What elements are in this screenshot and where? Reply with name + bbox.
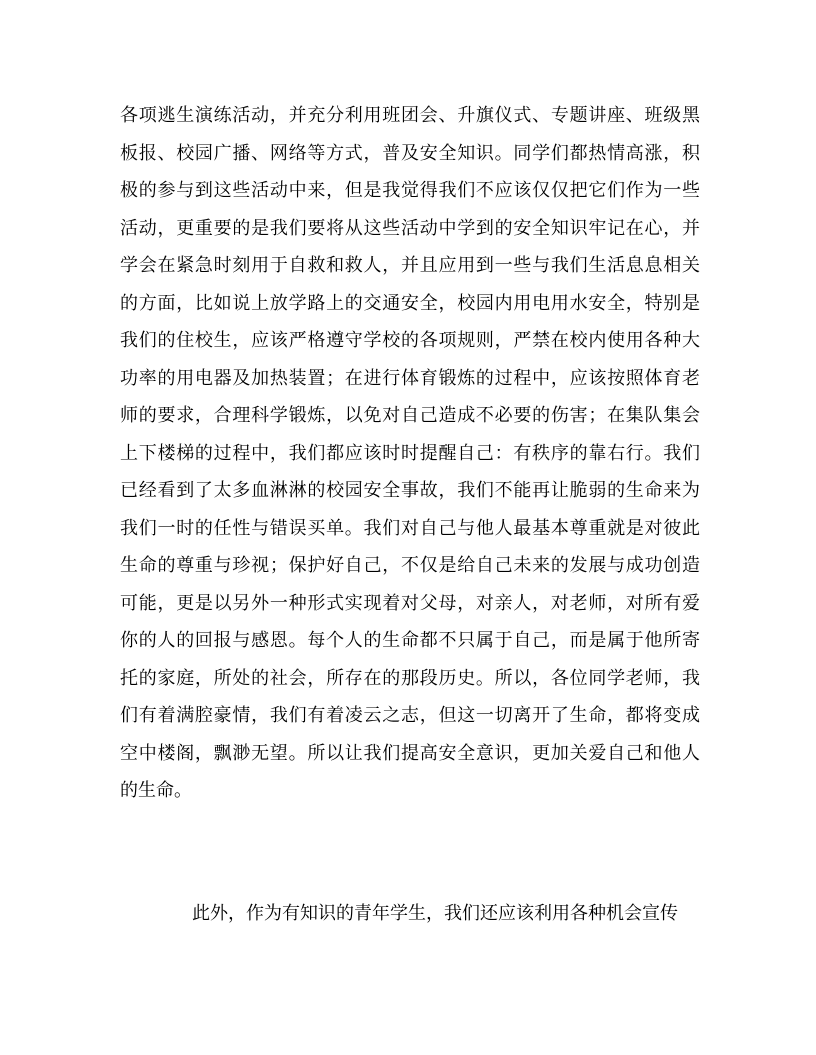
text-line: 的方面，比如说上放学路上的交通安全，校园内用电用水安全，特别是 — [120, 292, 700, 314]
text-line: 生命的尊重与珍视；保护好自己，不仅是给自己未来的发展与成功创造 — [120, 555, 700, 576]
text-line: 我们一时的任性与错误买单。我们对自己与他人最基本尊重就是对彼此 — [120, 517, 700, 539]
text-line: 可能，更是以另外一种形式实现着对父母，对亲人，对老师，对所有爱 — [120, 592, 700, 614]
paragraph-2 — [120, 895, 700, 933]
text-line: 各项逃生演练活动，并充分利用班团会、升旗仪式、专题讲座、班级黑 — [120, 105, 700, 126]
text-line: 板报、校园广播、网络等方式，普及安全知识。同学们都热情高涨，积 — [120, 142, 700, 164]
text-line: 你的人的回报与感恩。每个人的生命都不只属于自己，而是属于他所寄 — [120, 630, 700, 651]
text-line: 托的家庭，所处的社会，所存在的那段历史。所以，各位同学老师，我 — [120, 667, 700, 689]
text-line: 极的参与到这些活动中来，但是我觉得我们不应该仅仅把它们作为一些 — [120, 180, 700, 201]
text-line: 功率的用电器及加热装置；在进行体育锻炼的过程中，应该按照体育老 — [120, 367, 700, 389]
text-line: 活动，更重要的是我们要将从这些活动中学到的安全知识牢记在心，并 — [120, 217, 700, 239]
text-line: 空中楼阁，飘渺无望。所以让我们提高安全意识，更加关爱自己和他人 — [120, 742, 700, 764]
text-line: 学会在紧急时刻用于自救和救人，并且应用到一些与我们生活息息相关 — [120, 255, 700, 276]
text-line: 的生命。 — [120, 780, 192, 801]
text-line: 我们的住校生，应该严格遵守学校的各项规则，严禁在校内使用各种大 — [120, 330, 700, 351]
text-line: 师的要求，合理科学锻炼，以免对自己造成不必要的伤害；在集队集会 — [120, 405, 700, 426]
text-line: 此外，作为有知识的青年学生，我们还应该利用各种机会宣传 — [192, 903, 678, 924]
paragraph-1 — [120, 97, 700, 810]
text-line: 们有着满腔豪情，我们有着凌云之志，但这一切离开了生命，都将变成 — [120, 705, 700, 726]
text-line: 上下楼梯的过程中，我们都应该时时提醒自己：有秩序的靠右行。我们 — [120, 442, 700, 464]
text-line: 已经看到了太多血淋淋的校园安全事故，我们不能再让脆弱的生命来为 — [120, 480, 700, 501]
